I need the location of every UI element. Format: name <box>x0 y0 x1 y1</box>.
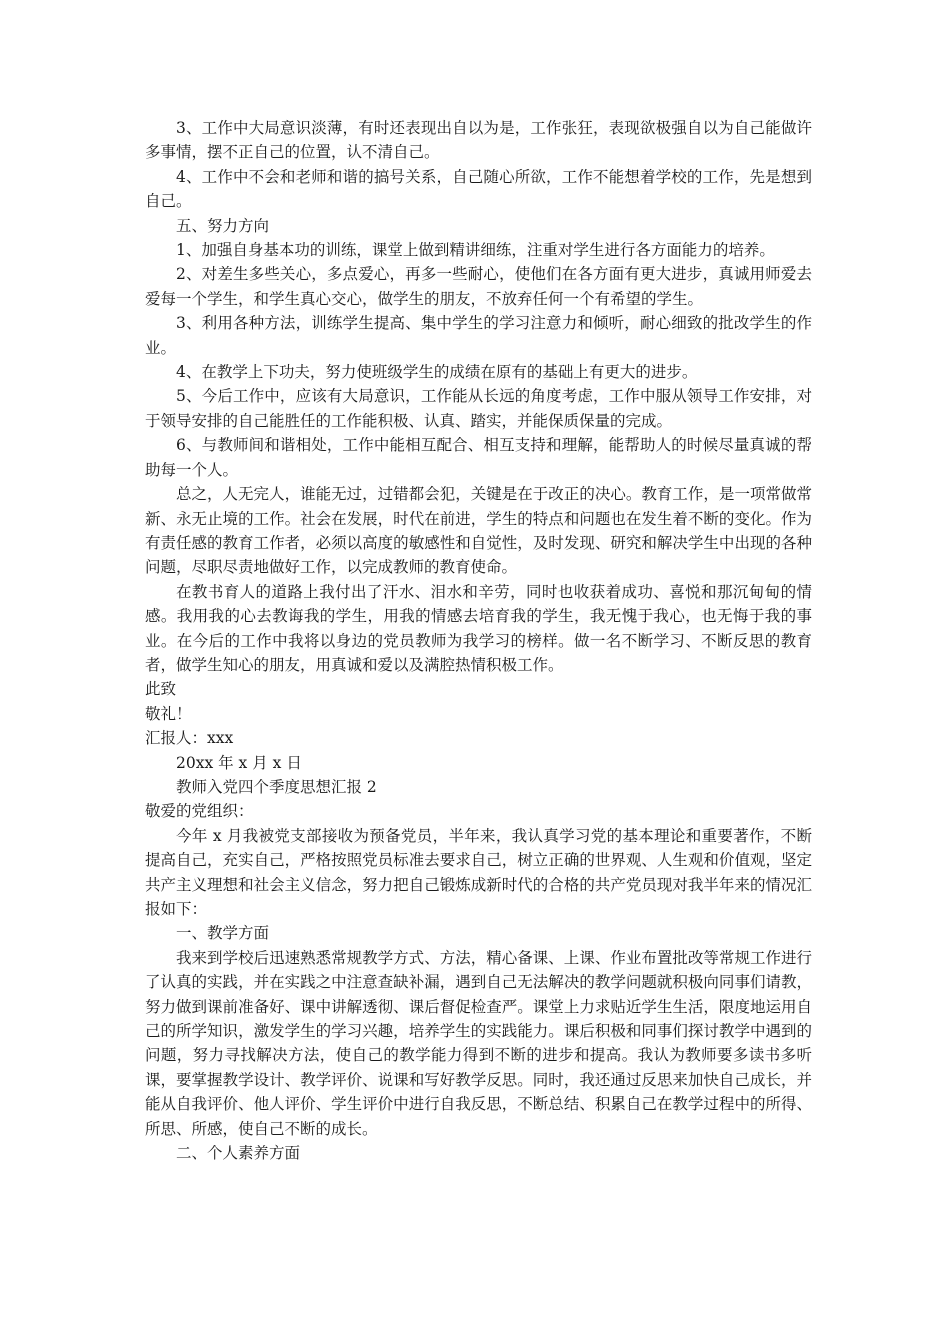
paragraph-effort-4: 4、在教学上下功夫，努力使班级学生的成绩在原有的基础上有更大的进步。 <box>176 363 698 382</box>
closing-jingli: 敬礼！ <box>145 704 192 723</box>
paragraph-intro: 今年 x 月我被党支部接收为预备党员，半年来，我认真学习党的基本理论和重要著作，不断提高自己，充实自己，严格按照党员标准去要求自己，树立正确的世界观、人生观和价值观，坚定共产主义理想和社会主义信念，努力把自己锻炼成新时代的合格的共产党员现对我半年来的情况汇报如下： <box>145 826 812 918</box>
closing-reporter: 汇报人：xxx <box>145 729 234 748</box>
paragraph-teaching: 我来到学校后迅速熟悉常规教学方式、方法，精心备课、上课、作业布置批改等常规工作进行了认真的实践，并在实践之中注意查缺补漏，遇到自己无法解决的教学问题就积极向同事们请教，努力做到课前准备好、课中讲解透彻、课后督促检查严。课堂上力求贴近学生生活，限度地运用自己的所学知识，激发学生的学习兴趣，培养学生的实践能力。课后积极和同事们探讨教学中遇到的问题，努力寻找解决方法，使自己的教学能力得到不断的进步和提高。我认为教师要多读书多听课，要掌握教学设计、教学评价、说课和写好教学反思。同时，我还通过反思来加快自己成长，并能从自我评价、他人评价、学生评价中进行自我反思，不断总结、积累自己在教学过程中的所得、所思、所感，使自己不断的成长。 <box>145 948 812 1138</box>
closing-cizhi: 此致 <box>145 680 177 699</box>
section2-title: 教师入党四个季度思想汇报 2 <box>176 777 377 796</box>
paragraph-effort-1: 1、加强自身基本功的训练，课堂上做到精讲细练，注重对学生进行各方面能力的培养。 <box>176 241 775 260</box>
paragraph-effort-3: 3、利用各种方法，训练学生提高、集中学生的学习注意力和倾听，耐心细致的批改学生的作业。 <box>145 314 812 357</box>
heading-personal-quality: 二、个人素养方面 <box>176 1144 301 1163</box>
paragraph-reflection: 在教书育人的道路上我付出了汗水、泪水和辛劳，同时也收获着成功、喜悦和那沉甸甸的情感。我用我的心去教诲我的学生，用我的情感去培育我的学生，我无愧于我心，也无悔于我的事业。在今后的工作中我将以身边的党员教师为我学习的榜样。做一名不断学习、不断反思的教育者，做学生知心的朋友，用真诚和爱以及满腔热情积极工作。 <box>145 582 812 674</box>
paragraph-effort-2: 2、对差生多些关心，多点爱心，再多一些耐心，使他们在各方面有更大进步，真诚用师爱去爱每一个学生，和学生真心交心，做学生的朋友，不放弃任何一个有希望的学生。 <box>145 265 812 308</box>
paragraph-shortcoming-4: 4、工作中不会和老师和谐的搞号关系，自己随心所欲，工作不能想着学校的工作，先是想到自己。 <box>145 167 812 211</box>
heading-teaching: 一、教学方面 <box>176 924 270 943</box>
document-page <box>145 116 812 1165</box>
paragraph-shortcoming-3: 3、工作中大局意识淡薄，有时还表现出自以为是，工作张狂，表现欲极强自以为自己能做许多事情，摆不正自己的位置，认不清自己。 <box>145 119 812 162</box>
paragraph-effort-6: 6、与教师间和谐相处，工作中能相互配合、相互支持和理解，能帮助人的时候尽量真诚的帮助每一个人。 <box>145 436 812 479</box>
heading-effort-direction: 五、努力方向 <box>176 216 270 235</box>
closing-date: 20xx 年 x 月 x 日 <box>176 753 302 772</box>
paragraph-effort-5: 5、今后工作中，应该有大局意识，工作能从长远的角度考虑，工作中服从领导工作安排，对于领导安排的自己能胜任的工作能积极、认真、踏实，并能保质保量的完成。 <box>145 387 812 430</box>
salutation: 敬爱的党组织： <box>145 802 254 821</box>
paragraph-summary: 总之，人无完人，谁能无过，过错都会犯，关键是在于改正的决心。教育工作，是一项常做常新、永无止境的工作。社会在发展，时代在前进，学生的特点和问题也在发生着不断的变化。作为有责任感的教育工作者，必须以高度的敏感性和自觉性，及时发现、研究和解决学生中出现的各种问题，尽职尽责地做好工作，以完成教师的教育使命。 <box>145 485 812 577</box>
